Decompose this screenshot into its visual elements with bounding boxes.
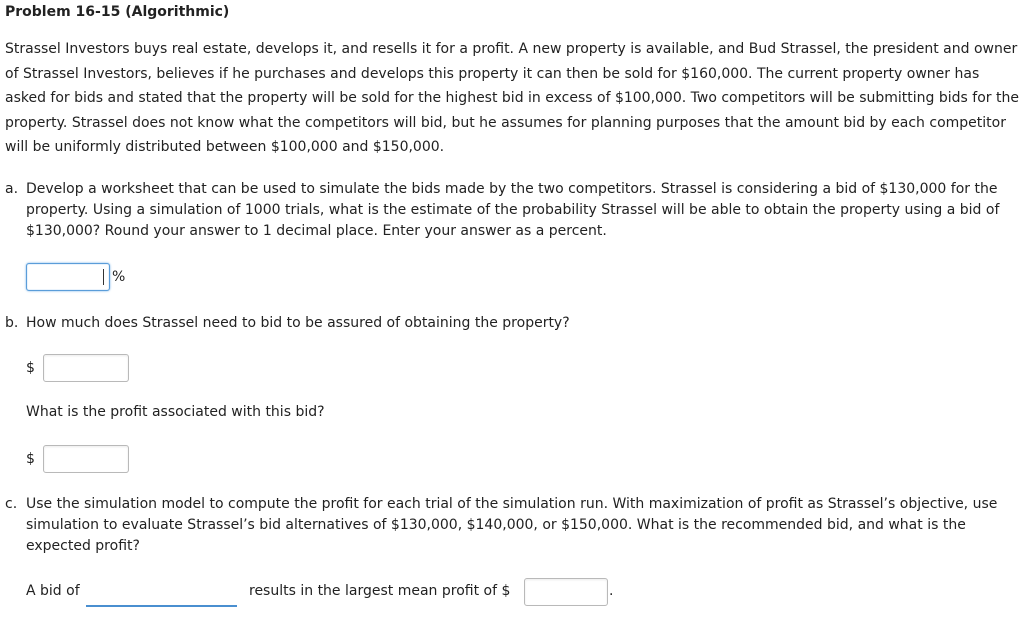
part-a-question: Develop a worksheet that can be used to simulate the bids made by the two competitors. Strassel is considering a bid of $130,000 for the property. Using a simulation of 1000 trials, what is the estimate of the probability Strassel will be able to obtain the property using a bid of $130,000? Round your answer to 1 decimal place. Enter your answer as a percent. xyxy=(26,181,1000,239)
assured-bid-profit-input[interactable] xyxy=(43,445,129,473)
problem-intro: Strassel Investors buys real estate, develops it, and resells it for a profit. A new property is available, and Bud Strassel, the president and owner of Strassel Investors, believes if he purchases and develops this property it can then be sold for $160,000. The current property owner has asked for bids and stated that the property will be sold for the highest bid in excess of $100,000. Two competitors will be submitting bids for the property. Strassel does not know what the competitors will bid, but he assumes for planning purposes that the amount bid by each competitor will be uniformly distributed between $100,000 and $150,000. xyxy=(5,41,1019,155)
recommended-bid-select[interactable] xyxy=(86,604,237,607)
profit-currency: $ xyxy=(26,451,35,467)
bid-prefix: A bid of xyxy=(26,583,80,599)
part-b-label: b. xyxy=(5,315,19,331)
end-punctuation: . xyxy=(609,583,614,599)
probability-input[interactable] xyxy=(26,263,110,291)
part-a xyxy=(5,179,1017,242)
part-c xyxy=(5,494,1017,557)
mean-profit-input[interactable] xyxy=(524,578,608,606)
result-text: results in the largest mean profit of $ xyxy=(249,583,511,599)
part-c-label: c. xyxy=(5,496,18,512)
bid-currency: $ xyxy=(26,360,35,376)
part-a-label: a. xyxy=(5,181,19,197)
assured-bid-input[interactable] xyxy=(43,354,129,382)
text-caret xyxy=(103,269,104,285)
profit-question: What is the profit associated with this bid? xyxy=(26,404,325,420)
part-b xyxy=(5,313,1017,334)
part-c-question: Use the simulation model to compute the profit for each trial of the simulation run. With maximization of profit as Strassel’s objective, use simulation to evaluate Strassel’s bid alternatives of $130,000, $140,000, or $150,000. What is the recommended bid, and what is the expected profit? xyxy=(26,496,998,554)
problem-title: Problem 16-15 (Algorithmic) xyxy=(5,4,230,20)
part-b-question: How much does Strassel need to bid to be assured of obtaining the property? xyxy=(26,315,570,331)
percent-unit: % xyxy=(112,269,126,285)
